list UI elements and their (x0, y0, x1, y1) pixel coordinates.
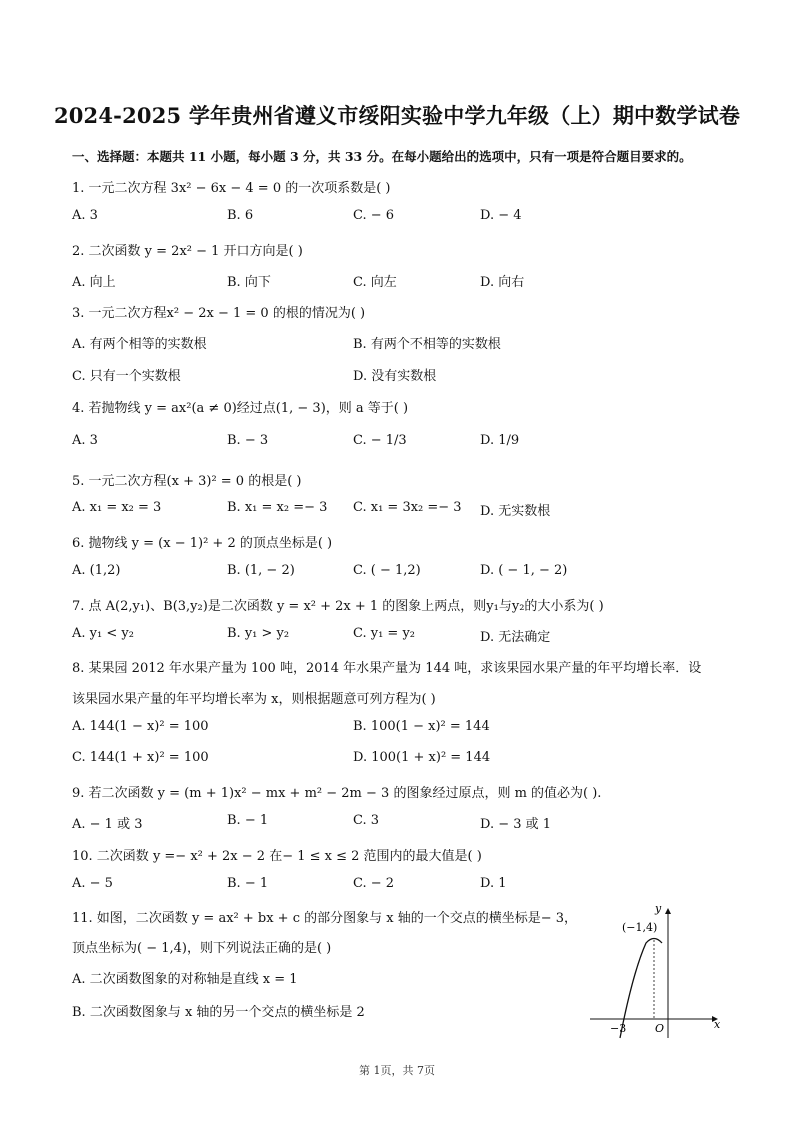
origin-label: O (655, 1022, 665, 1035)
question-4-option-d: D. 1/9 (480, 433, 520, 448)
question-8-option-b: B. 100(1 − x)² = 144 (353, 719, 490, 734)
question-4-option-b: B. − 3 (227, 433, 269, 448)
question-2-option-c: C. 向左 (353, 275, 397, 290)
y-axis-label: y (655, 902, 662, 915)
y-axis-arrow-icon (665, 908, 671, 914)
question-6-stem: 6. 抛物线 y = (x − 1)² + 2 的顶点坐标是( ) (72, 536, 333, 551)
question-8-stem-continued: 该果园水果产量的年平均增长率为 x，则根据题意可列方程为( ) (72, 692, 436, 707)
question-9-option-c: C. 3 (353, 813, 380, 828)
question-1-option-b: B. 6 (227, 208, 254, 223)
question-7-option-d: D. 无法确定 (480, 630, 551, 645)
question-5-option-a: A. x₁ = x₂ = 3 (72, 500, 162, 515)
question-7-option-c: C. y₁ = y₂ (353, 626, 416, 641)
question-7-option-a: A. y₁ < y₂ (72, 626, 134, 641)
question-8-option-c: C. 144(1 + x)² = 100 (72, 750, 209, 765)
question-10-stem: 10. 二次函数 y =− x² + 2x − 2 在− 1 ≤ x ≤ 2 范围内的最大值是( ) (72, 849, 482, 864)
question-11-option-b: B. 二次函数图象与 x 轴的另一个交点的横坐标是 2 (72, 1005, 365, 1020)
question-2-option-a: A. 向上 (72, 275, 116, 290)
question-2-option-b: B. 向下 (227, 275, 271, 290)
question-5-option-c: C. x₁ = 3x₂ =− 3 (353, 500, 462, 515)
question-6-option-d: D. ( − 1, − 2) (480, 563, 568, 578)
question-8-option-a: A. 144(1 − x)² = 100 (72, 719, 209, 734)
question-7-option-b: B. y₁ > y₂ (227, 626, 290, 641)
page-footer: 第 1页，共 7页 (359, 1064, 435, 1077)
question-4-stem: 4. 若抛物线 y = ax²(a ≠ 0)经过点(1, − 3)，则 a 等于( ) (72, 401, 409, 416)
question-7-stem: 7. 点 A(2,y₁)、B(3,y₂)是二次函数 y = x² + 2x + 1 的图象上两点，则y₁与y₂的大小系为( ) (72, 599, 604, 614)
question-5-stem: 5. 一元二次方程(x + 3)² = 0 的根是( ) (72, 474, 302, 489)
question-4-option-c: C. − 1/3 (353, 433, 407, 448)
question-3-option-c: C. 只有一个实数根 (72, 369, 181, 384)
question-1-option-d: D. − 4 (480, 208, 522, 223)
question-4-option-a: A. 3 (72, 433, 98, 448)
question-11-stem: 11. 如图，二次函数 y = ax² + bx + c 的部分图象与 x 轴的一个交点的横坐标是− 3， (72, 911, 578, 926)
question-3-option-d: D. 没有实数根 (353, 369, 437, 384)
exam-title: 2024-2025 学年贵州省遵义市绥阳实验中学九年级（上）期中数学试卷 (53, 103, 741, 128)
question-8-option-d: D. 100(1 + x)² = 144 (353, 750, 491, 765)
question-6-option-a: A. (1,2) (72, 563, 121, 578)
question-6-option-b: B. (1, − 2) (227, 563, 295, 578)
question-8-stem: 8. 某果园 2012 年水果产量为 100 吨，2014 年水果产量为 144 吨，求该果园水果产量的年平均增长率．设 (72, 661, 702, 676)
x-axis-label: x (714, 1018, 721, 1031)
question-10-option-b: B. − 1 (227, 876, 269, 891)
question-10-option-a: A. − 5 (72, 876, 113, 891)
question-3-option-b: B. 有两个不相等的实数根 (353, 337, 501, 352)
question-9-option-d: D. − 3 或 1 (480, 817, 552, 832)
parabola-figure (586, 900, 726, 1040)
question-10-option-c: C. − 2 (353, 876, 395, 891)
question-5-option-b: B. x₁ = x₂ =− 3 (227, 500, 328, 515)
question-1-option-c: C. − 6 (353, 208, 395, 223)
question-9-option-a: A. − 1 或 3 (72, 817, 143, 832)
vertex-label: (−1,4) (622, 921, 658, 934)
question-11-stem-continued: 顶点坐标为( − 1,4)，则下列说法正确的是( ) (72, 941, 332, 956)
question-6-option-c: C. ( − 1,2) (353, 563, 421, 578)
question-2-option-d: D. 向右 (480, 275, 525, 290)
question-3-option-a: A. 有两个相等的实数根 (72, 337, 207, 352)
question-10-option-d: D. 1 (480, 876, 507, 891)
question-9-stem: 9. 若二次函数 y = (m + 1)x² − mx + m² − 2m − 3 的图象经过原点，则 m 的值必为( ). (72, 786, 602, 801)
question-5-option-d: D. 无实数根 (480, 504, 551, 519)
x-intercept-label: −3 (610, 1022, 627, 1035)
question-9-option-b: B. − 1 (227, 813, 269, 828)
section-heading: 一、选择题：本题共 11 小题，每小题 3 分，共 33 分。在每小题给出的选项中，只有一项是符合题目要求的。 (72, 149, 692, 164)
question-2-stem: 2. 二次函数 y = 2x² − 1 开口方向是( ) (72, 244, 303, 259)
question-3-stem: 3. 一元二次方程x² − 2x − 1 = 0 的根的情况为( ) (72, 306, 366, 321)
question-11-option-a: A. 二次函数图象的对称轴是直线 x = 1 (72, 972, 298, 987)
question-1-option-a: A. 3 (72, 208, 98, 223)
question-1-stem: 1. 一元二次方程 3x² − 6x − 4 = 0 的一次项系数是( ) (72, 181, 391, 196)
